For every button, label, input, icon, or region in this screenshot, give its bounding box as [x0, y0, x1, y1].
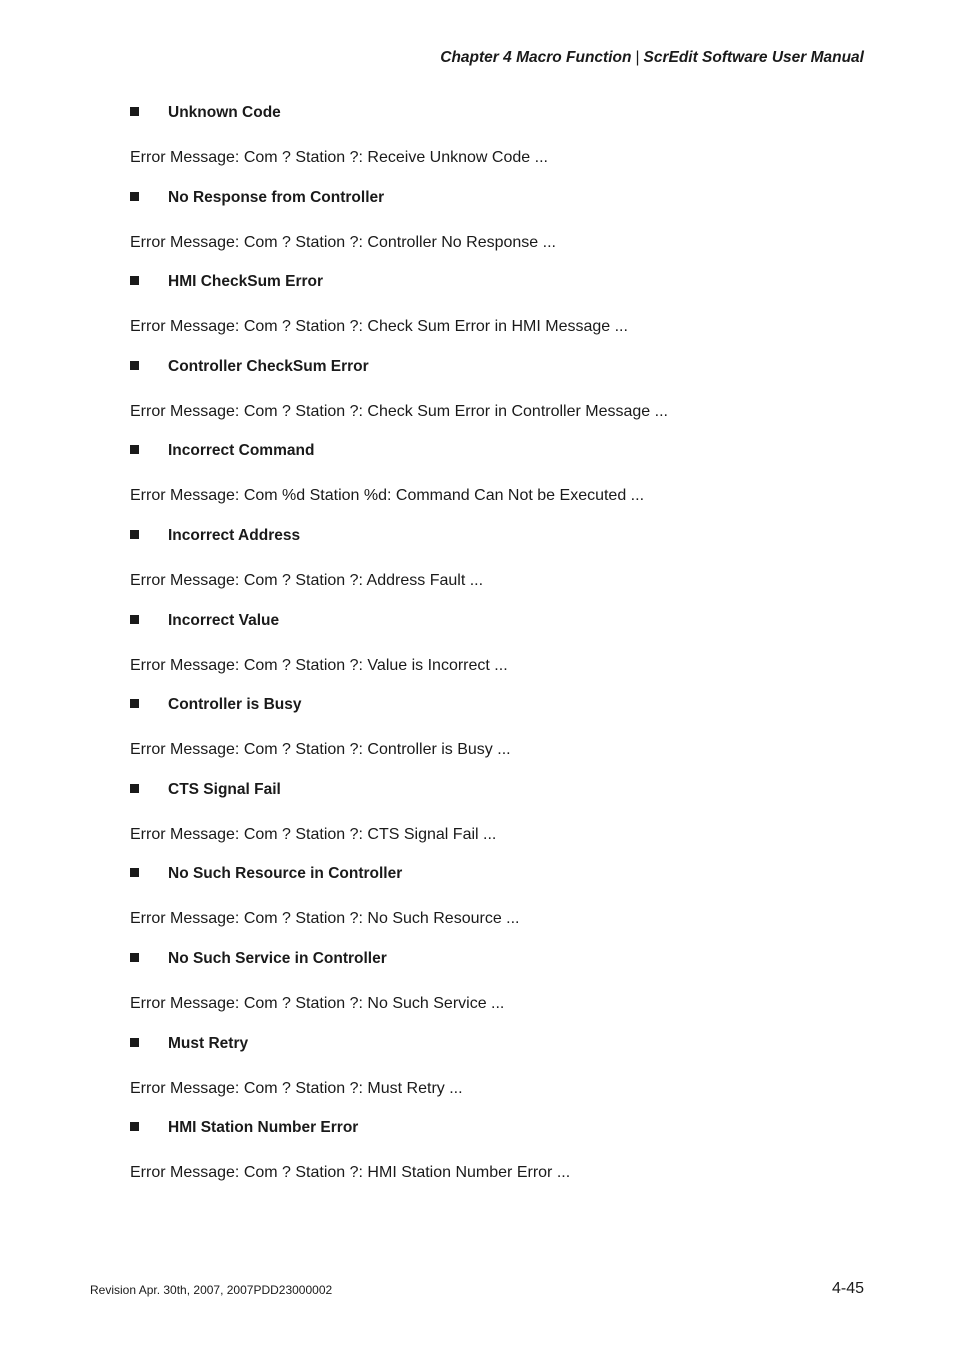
error-title: HMI CheckSum Error	[168, 273, 324, 291]
square-bullet-icon	[130, 276, 139, 285]
error-message: Error Message: Com %d Station %d: Command Can Not be Executed ...	[130, 487, 645, 505]
error-entry	[130, 1033, 870, 1118]
error-title: No Such Resource in Controller	[168, 865, 403, 883]
square-bullet-icon	[130, 1038, 139, 1047]
error-message: Error Message: Com ? Station ?: Check Sum Error in HMI Message ...	[130, 318, 628, 336]
error-title: Controller is Busy	[168, 696, 302, 714]
error-entry	[130, 863, 870, 948]
error-entry	[130, 948, 870, 1033]
square-bullet-icon	[130, 192, 139, 201]
error-entry	[130, 271, 870, 356]
error-title: No Such Service in Controller	[168, 949, 387, 967]
error-title: Unknown Code	[168, 104, 281, 121]
error-entry	[130, 1117, 870, 1202]
error-title: Must Retry	[168, 1034, 249, 1052]
error-title: Incorrect Address	[168, 526, 301, 544]
square-bullet-icon	[130, 615, 139, 624]
error-message: Error Message: Com ? Station ?: CTS Signal Fail ...	[130, 825, 497, 843]
square-bullet-icon	[130, 1122, 139, 1131]
error-entry	[130, 610, 870, 695]
error-message: Error Message: Com ? Station ?: Check Sum Error in Controller Message ...	[130, 402, 668, 420]
error-title: Incorrect Value	[168, 611, 280, 629]
header-separator: |	[635, 49, 640, 66]
error-message: Error Message: Com ? Station ?: Must Retry ...	[130, 1079, 463, 1097]
error-title: CTS Signal Fail	[168, 780, 281, 798]
chapter-title: Chapter 4 Macro Function	[440, 49, 632, 66]
page-number: 4-45	[831, 1280, 864, 1297]
revision-note: Revision Apr. 30th, 2007, 2007PDD23000002	[90, 1283, 333, 1297]
error-entry	[130, 525, 870, 610]
error-message: Error Message: Com ? Station ?: Receive Unknow Code ...	[130, 149, 548, 166]
error-message: Error Message: Com ? Station ?: HMI Station Number Error ...	[130, 1164, 571, 1182]
square-bullet-icon	[130, 784, 139, 793]
error-entry	[130, 187, 870, 272]
square-bullet-icon	[130, 953, 139, 962]
error-entry	[130, 779, 870, 864]
square-bullet-icon	[130, 868, 139, 877]
error-title: Controller CheckSum Error	[168, 357, 369, 375]
error-entry	[130, 102, 870, 187]
error-message: Error Message: Com ? Station ?: Controller is Busy ...	[130, 741, 511, 759]
square-bullet-icon	[130, 107, 139, 116]
error-title: Incorrect Command	[168, 442, 315, 460]
manual-title: ScrEdit Software User Manual	[643, 49, 864, 66]
error-title: No Response from Controller	[168, 188, 385, 206]
square-bullet-icon	[130, 361, 139, 370]
error-entry	[130, 440, 870, 525]
error-title: HMI Station Number Error	[168, 1119, 359, 1137]
error-message: Error Message: Com ? Station ?: No Such Service ...	[130, 994, 505, 1012]
error-entry	[130, 694, 870, 779]
square-bullet-icon	[130, 530, 139, 539]
error-entry	[130, 356, 870, 441]
error-message: Error Message: Com ? Station ?: No Such Resource ...	[130, 910, 520, 928]
page-header	[440, 49, 864, 67]
error-message: Error Message: Com ? Station ?: Value is Incorrect ...	[130, 656, 508, 674]
error-message: Error Message: Com ? Station ?: Address Fault ...	[130, 571, 484, 589]
error-message: Error Message: Com ? Station ?: Controller No Response ...	[130, 233, 556, 251]
error-list	[130, 102, 870, 1202]
square-bullet-icon	[130, 699, 139, 708]
square-bullet-icon	[130, 445, 139, 454]
